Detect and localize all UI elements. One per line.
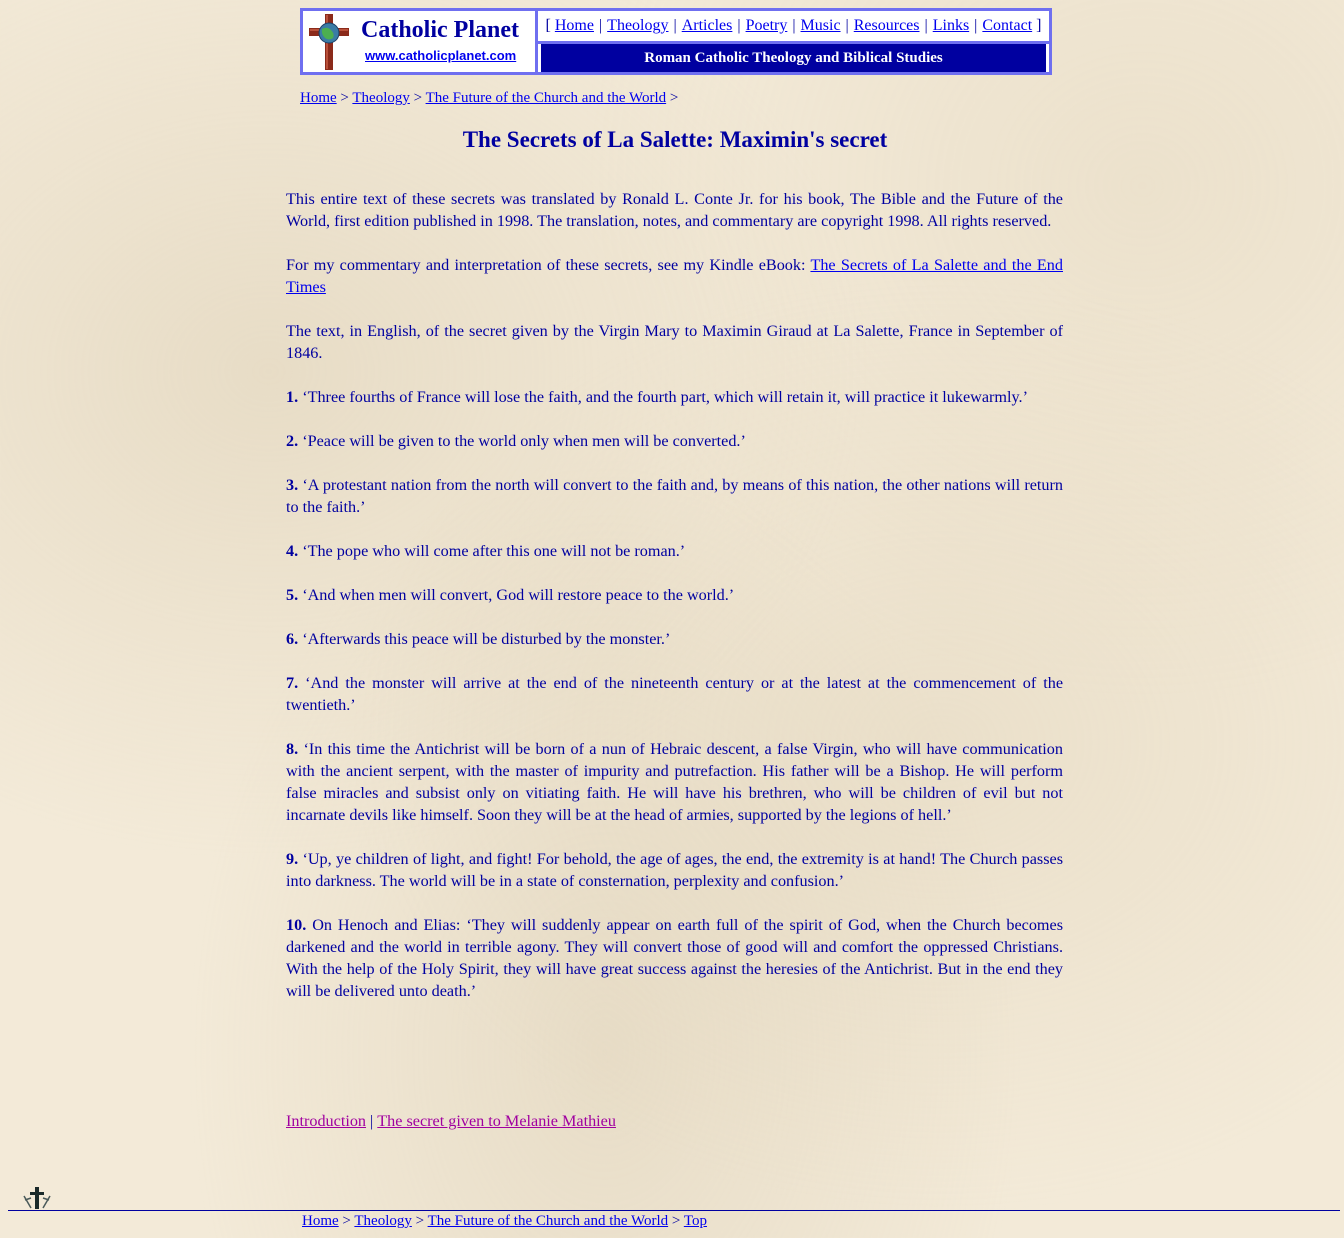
breadcrumb-separator: > [669, 90, 679, 106]
tagline-bar: Roman Catholic Theology and Biblical Studies [538, 44, 1049, 72]
brand-block[interactable] [303, 11, 538, 72]
top-nav [538, 11, 1049, 44]
nav-resources[interactable]: Resources [853, 17, 920, 34]
secret-number: 1. [286, 388, 299, 406]
brand-url-link[interactable]: www.catholicplanet.com [365, 48, 517, 63]
nav-separator: | [792, 17, 796, 34]
secret-text: ‘Up, ye children of light, and fight! For behold, the age of ages, the end, the extremity is at hand! The Church passes into darkness. The world will be in a state of consternation, perplexity and confusion.’ [286, 850, 1064, 890]
secret-text: ‘In this time the Antichrist will be born of a nun of Hebraic descent, a false Virgin, who will have communication with the ancient serpent, with the master of impurity and putrefaction. His father will be a Bishop. He will perform false miracles and subsist only on vitiating faith. He will have his brethren, who will be children of evil but not incarnate devils like himself. Soon they will be at the head of armies, supported by the legions of hell.’ [286, 740, 1063, 824]
bottom-breadcrumb-home[interactable]: Home [302, 1213, 339, 1229]
secret-number: 7. [286, 674, 299, 692]
breadcrumb-separator: > [413, 90, 423, 106]
bottom-breadcrumb-theology[interactable]: Theology [354, 1213, 412, 1229]
nav-close-bracket: ] [1036, 17, 1042, 34]
nav-separator: | [845, 17, 849, 34]
brand-name: Catholic Planet [361, 17, 519, 43]
breadcrumb [300, 90, 678, 107]
nav-open-bracket: [ [545, 17, 551, 34]
secret-item [286, 848, 1063, 892]
ebook-link[interactable]: The Secrets of La Salette and the End Times [286, 256, 1063, 296]
intro-paragraph: This entire text of these secrets was translated by Ronald L. Conte Jr. for his book, The Bible and the Future of the World, first edition published in 1998. The translation, notes, and commentary are copyright 1998. All rights reserved. [286, 190, 1063, 230]
secret-item [286, 474, 1063, 518]
breadcrumb-separator: > [415, 1213, 425, 1229]
bottom-breadcrumb [302, 1213, 707, 1230]
nav-home[interactable]: Home [554, 17, 594, 34]
nav-contact[interactable]: Contact [982, 17, 1033, 34]
secret-item [286, 672, 1063, 716]
secret-text: ‘A protestant nation from the north will convert to the faith and, by means of this nation, the other nations will return to the faith.’ [286, 476, 1064, 516]
nav-separator: | [974, 17, 978, 34]
bottom-breadcrumb-top[interactable]: Top [683, 1213, 707, 1229]
page-title: The Secrets of La Salette: Maximin's secret [462, 127, 888, 152]
melanie-secret-link[interactable]: The secret given to Melanie Mathieu [377, 1112, 616, 1130]
secret-text: ‘And the monster will arrive at the end of the nineteenth century or at the latest at the commencement of the twentieth.’ [286, 674, 1064, 714]
footer-links [286, 1112, 616, 1131]
secret-number: 5. [286, 586, 299, 604]
secret-number: 9. [286, 850, 299, 868]
nav-poetry[interactable]: Poetry [745, 17, 788, 34]
secret-number: 4. [286, 542, 299, 560]
footer-divider [8, 1210, 1340, 1211]
nav-music[interactable]: Music [800, 17, 841, 34]
nav-links[interactable]: Links [932, 17, 970, 34]
breadcrumb-theology[interactable]: Theology [352, 90, 410, 106]
nav-separator: | [673, 17, 677, 34]
secret-text: ‘Three fourths of France will lose the faith, and the fourth part, which will retain it, will practice it lukewarmly.’ [302, 388, 1028, 406]
secret-text: On Henoch and Elias: ‘They will suddenly appear on earth full of the spirit of God, when the Church becomes darkened and the world in terrible agony. They will convert those of good will and comfort the oppressed Christians. With the help of the Holy Spirit, they will have great success against the heresies of the Antichrist. But in the end they will be delivered unto death.’ [286, 916, 1063, 1000]
secret-number: 3. [286, 476, 299, 494]
secret-item [286, 914, 1063, 1002]
context-paragraph: The text, in English, of the secret given by the Virgin Mary to Maximin Giraud at La Salette, France in September of 1846. [286, 322, 1063, 362]
secret-number: 6. [286, 630, 299, 648]
commentary-text: For my commentary and interpretation of these secrets, see my Kindle eBook: [286, 256, 811, 274]
site-header [300, 8, 1052, 75]
breadcrumb-home[interactable]: Home [300, 90, 337, 106]
secret-text: ‘The pope who will come after this one will not be roman.’ [302, 542, 686, 560]
secret-text: ‘Peace will be given to the world only when men will be converted.’ [302, 432, 746, 450]
breadcrumb-separator: > [342, 1213, 351, 1229]
introduction-link[interactable]: Introduction [286, 1112, 367, 1130]
nav-articles[interactable]: Articles [681, 17, 733, 34]
secret-item [286, 430, 1063, 452]
secret-item [286, 628, 1063, 650]
secret-number: 8. [286, 740, 299, 758]
nav-separator: | [598, 17, 603, 34]
secret-text: ‘Afterwards this peace will be disturbed by the monster.’ [302, 630, 671, 648]
secret-text: ‘And when men will convert, God will restore peace to the world.’ [302, 586, 735, 604]
breadcrumb-separator: > [671, 1213, 681, 1229]
secret-item [286, 540, 1063, 562]
cross-globe-logo-icon [309, 14, 349, 70]
secret-item [286, 386, 1063, 408]
breadcrumb-separator: > [340, 90, 349, 106]
three-crosses-icon [22, 1186, 52, 1210]
secret-number: 2. [286, 432, 299, 450]
breadcrumb-future[interactable]: The Future of the Church and the World [425, 90, 667, 106]
secret-number: 10. [286, 916, 307, 934]
header-right [538, 11, 1049, 72]
article-content [286, 188, 1063, 1024]
secret-item [286, 584, 1063, 606]
footer-separator: | [370, 1112, 374, 1130]
bottom-breadcrumb-future[interactable]: The Future of the Church and the World [427, 1213, 669, 1229]
nav-separator: | [924, 17, 928, 34]
secret-item [286, 738, 1063, 826]
nav-theology[interactable]: Theology [607, 17, 669, 34]
commentary-paragraph [286, 254, 1063, 298]
nav-separator: | [737, 17, 741, 34]
